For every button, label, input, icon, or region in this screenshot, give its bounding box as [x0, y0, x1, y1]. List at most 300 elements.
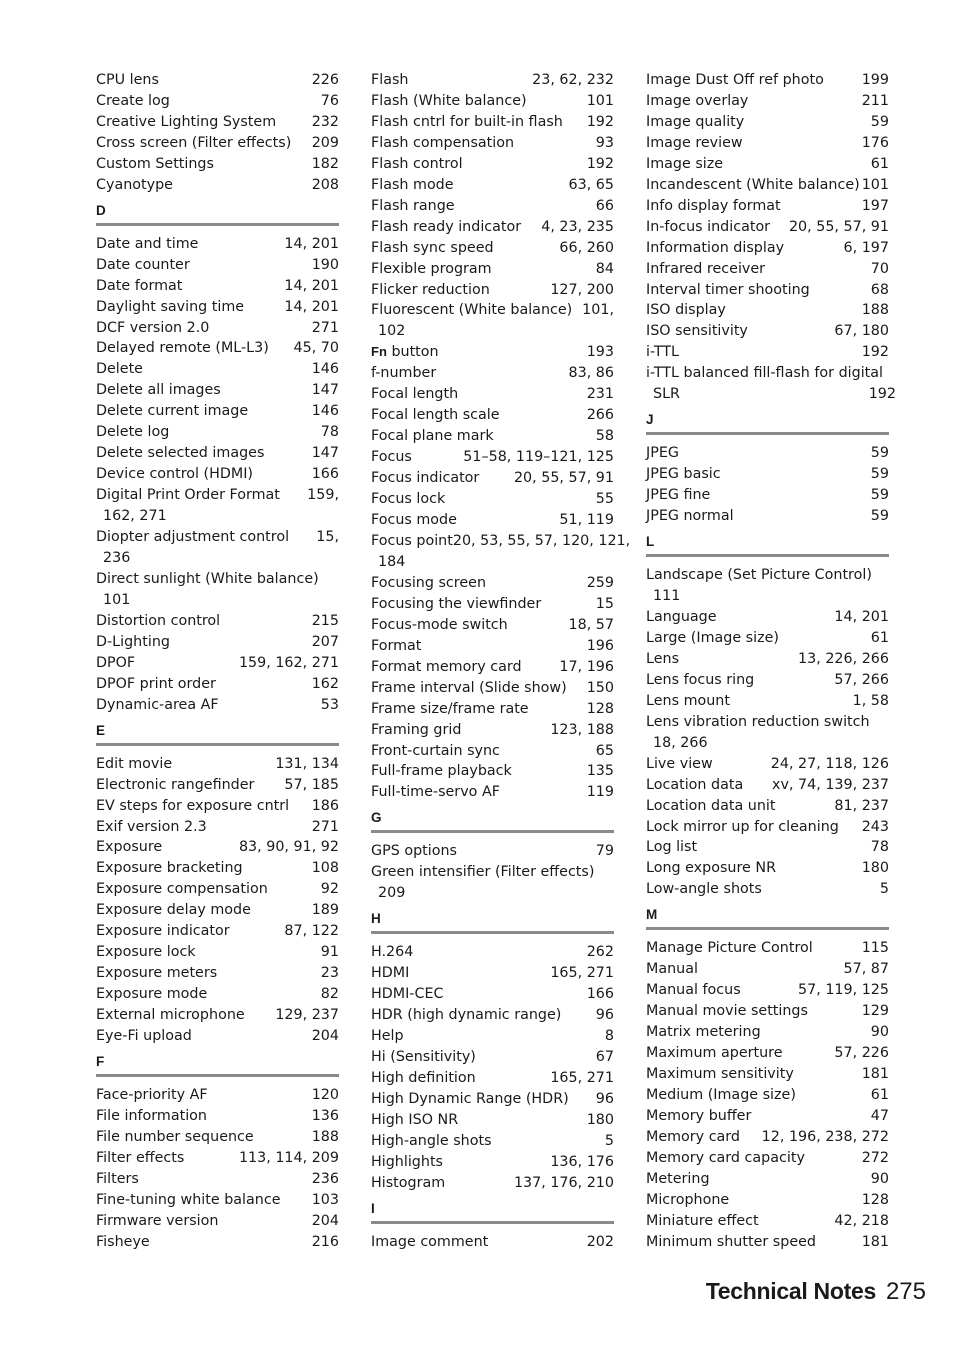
- dot-leader: [255, 1130, 311, 1141]
- index-entry-pages: 15,: [316, 529, 339, 546]
- index-entry: [646, 175, 889, 196]
- index-entry-pages: 165, 271: [550, 1069, 614, 1086]
- index-entry-pages: 131, 134: [275, 755, 339, 772]
- dot-leader: [185, 1151, 238, 1162]
- dot-leader: [446, 1176, 513, 1187]
- index-entry-term: HDMI: [371, 965, 410, 982]
- index-entry: [371, 300, 614, 321]
- index-entry-pages: 159,: [307, 487, 339, 504]
- dot-leader: [270, 341, 293, 352]
- index-entry: [646, 506, 889, 527]
- dot-leader: [171, 635, 311, 646]
- index-entry-term: Format memory card: [371, 658, 522, 675]
- index-entry-term: Lens: [646, 650, 680, 667]
- index-entry-term: Medium (Image size): [646, 1086, 796, 1103]
- index-entry-term: Exposure delay mode: [96, 902, 251, 919]
- index-entry-continuation: 111: [653, 588, 681, 605]
- dot-leader: [735, 509, 870, 520]
- dot-leader: [209, 1088, 311, 1099]
- index-entry: [646, 817, 889, 838]
- index-entry-pages: 147: [311, 445, 339, 462]
- index-entry: [646, 670, 889, 691]
- index-entry-term: Lock mirror up for cleaning: [646, 818, 839, 835]
- index-entry: [96, 70, 339, 91]
- dot-leader: [277, 115, 311, 126]
- index-entry: [96, 1232, 339, 1253]
- index-entry: [371, 70, 614, 91]
- index-entry-pages: 209: [311, 134, 339, 151]
- index-entry-term: Exposure indicator: [96, 923, 230, 940]
- index-entry-pages: 66, 260: [559, 239, 614, 256]
- index-entry-pages: 192: [861, 344, 889, 361]
- index-entry: [96, 1005, 339, 1026]
- index-entry-pages: 17, 196: [559, 658, 614, 675]
- index-entry-pages: 181: [861, 1066, 889, 1083]
- index-entry: [646, 1211, 889, 1232]
- index-entry-pages: 159, 162, 271: [238, 654, 339, 671]
- dot-leader: [464, 157, 586, 168]
- index-entry: [96, 485, 339, 506]
- index-entry-pages: 266: [586, 407, 614, 424]
- index-entry-term: D-Lighting: [96, 633, 170, 650]
- index-entry-term: Memory card capacity: [646, 1149, 805, 1166]
- dot-leader: [199, 237, 283, 248]
- index-entry-term: Flash cntrl for built-in flash: [371, 113, 563, 130]
- dot-leader: [495, 429, 595, 440]
- dot-leader: [173, 757, 274, 768]
- index-entry: [96, 1148, 339, 1169]
- index-entry: [371, 510, 614, 531]
- index-entry-pages: 20, 55, 57, 91: [788, 218, 889, 235]
- dot-leader: [699, 962, 843, 973]
- dot-leader: [564, 115, 586, 126]
- index-entry-term: Date counter: [96, 256, 190, 273]
- index-entry: [371, 531, 631, 552]
- dot-leader: [220, 698, 320, 709]
- index-entry: [371, 1047, 614, 1068]
- index-entry: [96, 674, 339, 695]
- dot-leader: [785, 241, 842, 252]
- index-entry-pages: 101: [586, 92, 614, 109]
- index-entry-pages: 55: [595, 491, 614, 508]
- index-entry-pages: 202: [586, 1233, 614, 1250]
- index-entry-pages: 66: [595, 197, 614, 214]
- index-entry: [96, 154, 339, 175]
- index-entry: [96, 443, 339, 464]
- dot-leader: [731, 694, 852, 705]
- index-entry: [646, 1064, 889, 1085]
- index-entry-pages: 23, 62, 232: [532, 72, 614, 88]
- index-entry: [371, 1173, 614, 1194]
- index-entry-term: DPOF print order: [96, 675, 216, 692]
- index-entry-pages: 78: [870, 839, 889, 856]
- dot-leader: [515, 136, 595, 147]
- index-entry-term: HDR (high dynamic range): [371, 1007, 562, 1024]
- dot-leader: [254, 467, 311, 478]
- index-entry-continuation: 209: [378, 885, 406, 902]
- index-entry-term: Miniature effect: [646, 1212, 759, 1229]
- index-entry-term: Memory buffer: [646, 1107, 752, 1124]
- dot-leader: [570, 1092, 595, 1103]
- index-entry-pages: 271: [311, 818, 339, 835]
- index-entry: [646, 1232, 889, 1253]
- dot-leader: [871, 715, 888, 726]
- index-entry-term: Image comment: [371, 1233, 489, 1250]
- index-entry: [371, 1089, 614, 1110]
- index-entry: [646, 485, 889, 506]
- dot-leader: [208, 820, 311, 831]
- index-entry: [371, 91, 614, 112]
- index-entry: [646, 300, 889, 321]
- index-entry-pages: 57, 226: [834, 1045, 889, 1062]
- dot-leader: [776, 799, 833, 810]
- dot-leader: [780, 631, 870, 642]
- index-entry: [646, 1169, 889, 1190]
- index-entry-pages: 83, 86: [568, 365, 614, 382]
- index-entry-term: File number sequence: [96, 1128, 254, 1145]
- index-entry-pages: 243: [861, 818, 889, 835]
- dot-leader: [749, 94, 860, 105]
- dot-leader: [222, 383, 311, 394]
- index-entry: [646, 1043, 889, 1064]
- index-section-heading: L: [646, 533, 889, 557]
- dot-leader: [825, 73, 861, 84]
- dot-leader: [409, 73, 531, 84]
- index-entry-term: Delete log: [96, 424, 170, 441]
- dot-leader: [762, 1025, 870, 1036]
- index-entry: [96, 1190, 339, 1211]
- index-entry-term: DPOF: [96, 654, 136, 671]
- index-entry: [646, 959, 889, 980]
- index-entry-pages: 59: [870, 113, 889, 130]
- dot-leader: [480, 471, 513, 482]
- index-entry-term: Device control (HDMI): [96, 466, 254, 483]
- index-entry: [646, 980, 889, 1001]
- index-entry: [96, 653, 339, 674]
- dot-leader: [744, 136, 861, 147]
- index-entry-pages: 82: [320, 986, 339, 1003]
- index-entry: [96, 754, 339, 775]
- index-entry-pages: 8: [604, 1028, 614, 1045]
- index-entry: [646, 754, 889, 775]
- index-entry: [371, 1110, 614, 1131]
- dot-leader: [513, 764, 586, 775]
- index-entry: [371, 862, 614, 883]
- index-entry-pages: 18, 57: [568, 616, 614, 633]
- index-entry: [646, 384, 896, 405]
- index-entry-pages: 51, 119: [559, 512, 614, 529]
- index-entry: [96, 632, 339, 653]
- index-entry-term: i-TTL balanced fill-flash for digital: [646, 365, 884, 382]
- dot-leader: [741, 1130, 761, 1141]
- index-entry-continuation: 102: [378, 323, 406, 340]
- index-entry-pages: 59: [870, 508, 889, 525]
- dot-leader: [806, 1151, 861, 1162]
- dot-leader: [477, 1050, 595, 1061]
- index-entry-pages: 123, 188: [550, 721, 614, 738]
- dot-leader: [446, 492, 595, 503]
- dot-leader: [568, 681, 586, 692]
- dot-leader: [680, 446, 870, 457]
- index-entry-pages: 188: [861, 302, 889, 319]
- index-entry-term: i-TTL: [646, 344, 679, 361]
- index-entry: [646, 238, 889, 259]
- index-entry-term: SLR: [653, 386, 680, 403]
- dot-leader: [680, 652, 797, 663]
- index-entry: [96, 1211, 339, 1232]
- dot-leader: [771, 220, 788, 231]
- index-entry-pages: 127, 200: [550, 281, 614, 298]
- index-entry-pages: 14, 201: [284, 298, 339, 315]
- index-entry-pages: 57, 87: [843, 961, 889, 978]
- index-entry-pages: 236: [311, 1170, 339, 1187]
- index-entry-term: Date and time: [96, 235, 199, 252]
- index-entry: [371, 384, 614, 405]
- index-entry-pages: 129, 237: [275, 1007, 339, 1024]
- index-section-heading: D: [96, 202, 339, 226]
- index-entry: [371, 841, 614, 862]
- index-section-heading: I: [371, 1200, 614, 1224]
- dot-leader: [742, 983, 797, 994]
- index-entry-pages: 42, 218: [834, 1212, 889, 1229]
- index-entry: [96, 338, 339, 359]
- index-entry-term: Format: [371, 637, 422, 654]
- index-entry-term: Information display: [646, 239, 785, 256]
- index-entry-term: Fluorescent (White balance): [371, 302, 573, 319]
- index-entry: [646, 565, 889, 586]
- index-entry-term: Face-priority AF: [96, 1086, 208, 1103]
- index-entry: [96, 1169, 339, 1190]
- index-entry: [96, 380, 339, 401]
- index-entry: [96, 318, 339, 339]
- index-entry: [371, 447, 614, 468]
- index-entry-pages: 166: [311, 466, 339, 483]
- dot-leader: [246, 1008, 275, 1019]
- index-entry-term: ISO display: [646, 302, 726, 319]
- index-entry-term: Image size: [646, 155, 724, 172]
- index-entry-term: Flash control: [371, 155, 463, 172]
- dot-leader: [459, 1113, 586, 1124]
- dot-leader: [530, 702, 586, 713]
- index-entry: [646, 112, 889, 133]
- index-entry-pages: 176: [861, 134, 889, 151]
- dot-leader: [255, 778, 283, 789]
- index-entry: [646, 363, 889, 384]
- index-entry-pages: 207: [311, 633, 339, 650]
- dot-leader: [455, 178, 568, 189]
- dot-leader: [680, 345, 861, 356]
- index-entry-term: Flash sync speed: [371, 239, 494, 256]
- index-entry-term: Eye-Fi upload: [96, 1028, 192, 1045]
- dot-leader: [718, 610, 834, 621]
- dot-leader: [744, 778, 771, 789]
- index-entry-term: Exposure: [96, 839, 163, 856]
- index-entry: [646, 649, 889, 670]
- index-entry-pages: 199: [861, 72, 889, 88]
- index-entry: [96, 611, 339, 632]
- index-entry-pages: 23: [320, 965, 339, 982]
- index-section-heading: F: [96, 1053, 339, 1077]
- dot-leader: [711, 1172, 870, 1183]
- index-entry-term: button: [391, 344, 439, 361]
- index-entry-continuation: 101: [103, 591, 131, 608]
- index-entry: [371, 217, 614, 238]
- index-entry-pages: 12, 196, 238, 272: [761, 1128, 889, 1145]
- index-entry-term: Front-curtain sync: [371, 742, 500, 759]
- index-entry: [646, 879, 889, 900]
- dot-leader: [405, 1029, 604, 1040]
- index-entry: [371, 112, 614, 133]
- index-entry-term: Live view: [646, 755, 713, 772]
- index-entry-pages: 59: [870, 487, 889, 504]
- index-entry: [96, 879, 339, 900]
- page-number: 275: [885, 1278, 926, 1305]
- index-entry-term: Daylight saving time: [96, 298, 245, 315]
- index-entry-pages: 87, 122: [284, 923, 339, 940]
- index-entry-pages: 14, 201: [284, 277, 339, 294]
- dot-leader: [193, 1029, 311, 1040]
- index-entry-pages: 115: [861, 940, 889, 957]
- index-entry-term: Manual focus: [646, 982, 741, 999]
- index-entry: [371, 363, 614, 384]
- index-entry: [371, 699, 614, 720]
- index-entry: [96, 817, 339, 838]
- index-entry-pages: 129: [861, 1003, 889, 1020]
- dot-leader: [523, 660, 559, 671]
- index-entry-pages: 57, 185: [284, 776, 339, 793]
- index-entry-term: GPS options: [371, 843, 457, 860]
- index-entry-pages: 83, 90, 91, 92: [238, 839, 339, 856]
- index-entry: [646, 1127, 889, 1148]
- index-entry-pages: 180: [861, 860, 889, 877]
- dot-leader: [410, 966, 549, 977]
- index-entry-pages: 5: [604, 1132, 614, 1149]
- index-entry-term: Flash mode: [371, 176, 454, 193]
- index-entry-term: Full-time-servo AF: [371, 784, 500, 801]
- dot-leader: [437, 366, 567, 377]
- index-entry: [371, 1131, 614, 1152]
- dot-leader: [817, 1235, 861, 1246]
- index-entry-term: Highlights: [371, 1153, 443, 1170]
- index-entry-pages: 231: [586, 386, 614, 403]
- index-entry-term: Interval timer shooting: [646, 281, 810, 298]
- index-entry-term: Manual: [646, 961, 698, 978]
- index-entry-pages: 211: [861, 92, 889, 109]
- index-entry-term: Focusing screen: [371, 574, 487, 591]
- index-entry: [646, 154, 889, 175]
- index-entry-pages: 165, 271: [550, 965, 614, 982]
- index-entry-term: Minimum shutter speed: [646, 1233, 816, 1250]
- section-title: Technical Notes: [705, 1278, 876, 1304]
- dot-leader: [727, 303, 861, 314]
- dot-leader: [282, 1193, 311, 1204]
- index-entry-pages: 128: [586, 700, 614, 717]
- index-entry: [646, 858, 889, 879]
- index-entry-pages: 4, 23, 235: [541, 218, 614, 235]
- index-entry-pages: 58: [595, 428, 614, 445]
- index-entry-pages: 232: [311, 113, 339, 130]
- index-entry-pages: 78: [320, 424, 339, 441]
- index-entry-pages: 79: [595, 843, 614, 860]
- page-footer: [706, 1278, 926, 1306]
- dot-leader: [281, 488, 306, 499]
- dot-leader: [414, 945, 585, 956]
- index-entry-term: Exposure compensation: [96, 881, 268, 898]
- index-entry-term: Delayed remote (ML-L3): [96, 340, 269, 357]
- index-entry-pages: 259: [586, 574, 614, 591]
- dot-leader: [784, 1046, 834, 1057]
- index-entry-pages: 204: [311, 1212, 339, 1229]
- index-entry: [371, 1232, 614, 1253]
- index-entry-term: Image quality: [646, 113, 745, 130]
- index-entry-pages: 61: [870, 155, 889, 172]
- dot-leader: [444, 1155, 549, 1166]
- index-entry: [371, 1026, 614, 1047]
- index-entry-term: Infrared receiver: [646, 260, 766, 277]
- index-entry-pages: 192: [586, 155, 614, 172]
- index-entry-term: Exposure bracketing: [96, 860, 243, 877]
- index-entry-term: Creative Lighting System: [96, 113, 277, 130]
- index-entry-pages: 146: [311, 403, 339, 420]
- index-entry: [96, 796, 339, 817]
- index-entry: [646, 133, 889, 154]
- index-entry-pages: 136, 176: [550, 1153, 614, 1170]
- index-entry-term: High Dynamic Range (HDR): [371, 1090, 569, 1107]
- index-entry: [96, 297, 339, 318]
- index-entry: [371, 782, 614, 803]
- index-entry-pages: 91: [320, 944, 339, 961]
- index-entry-term: Manual movie settings: [646, 1003, 808, 1020]
- index-entry: [96, 900, 339, 921]
- dot-leader: [171, 94, 320, 105]
- index-entry-pages: 93: [595, 134, 614, 151]
- dot-leader: [763, 882, 879, 893]
- dot-leader: [501, 785, 586, 796]
- index-entry-term: Lens vibration reduction switch: [646, 713, 870, 730]
- dot-leader: [144, 362, 311, 373]
- index-entry: [371, 761, 614, 782]
- index-entry-pages: 186: [311, 797, 339, 814]
- index-entry-pages: 147: [311, 382, 339, 399]
- index-entry-pages: 59: [870, 466, 889, 483]
- index-entry: [371, 196, 614, 217]
- index-entry-pages: 14, 201: [284, 235, 339, 252]
- index-entry-continuation: 18, 266: [653, 734, 708, 751]
- index-entry-term: Filter effects: [96, 1149, 185, 1166]
- dot-leader: [208, 1109, 311, 1120]
- index-entry-term: Image review: [646, 134, 743, 151]
- dot-leader: [231, 924, 284, 935]
- dot-leader: [491, 283, 550, 294]
- index-entry: [96, 401, 339, 422]
- dot-leader: [724, 157, 870, 168]
- index-column-1: [96, 70, 339, 1253]
- dot-leader: [714, 757, 770, 768]
- index-entry-pages: 182: [311, 155, 339, 172]
- index-entry-term: File information: [96, 1107, 207, 1124]
- index-entry-pages: 136: [311, 1107, 339, 1124]
- index-entry: [646, 1148, 889, 1169]
- dot-leader: [528, 94, 586, 105]
- index-entry-term: EV steps for exposure cntrl: [96, 797, 290, 814]
- index-entry: [96, 527, 339, 548]
- index-entry-term: Delete: [96, 361, 143, 378]
- index-entry-term: Microphone: [646, 1191, 730, 1208]
- dot-leader: [573, 303, 581, 314]
- index-entry-term: Location data unit: [646, 797, 776, 814]
- dot-leader: [462, 723, 549, 734]
- index-entry: [646, 443, 889, 464]
